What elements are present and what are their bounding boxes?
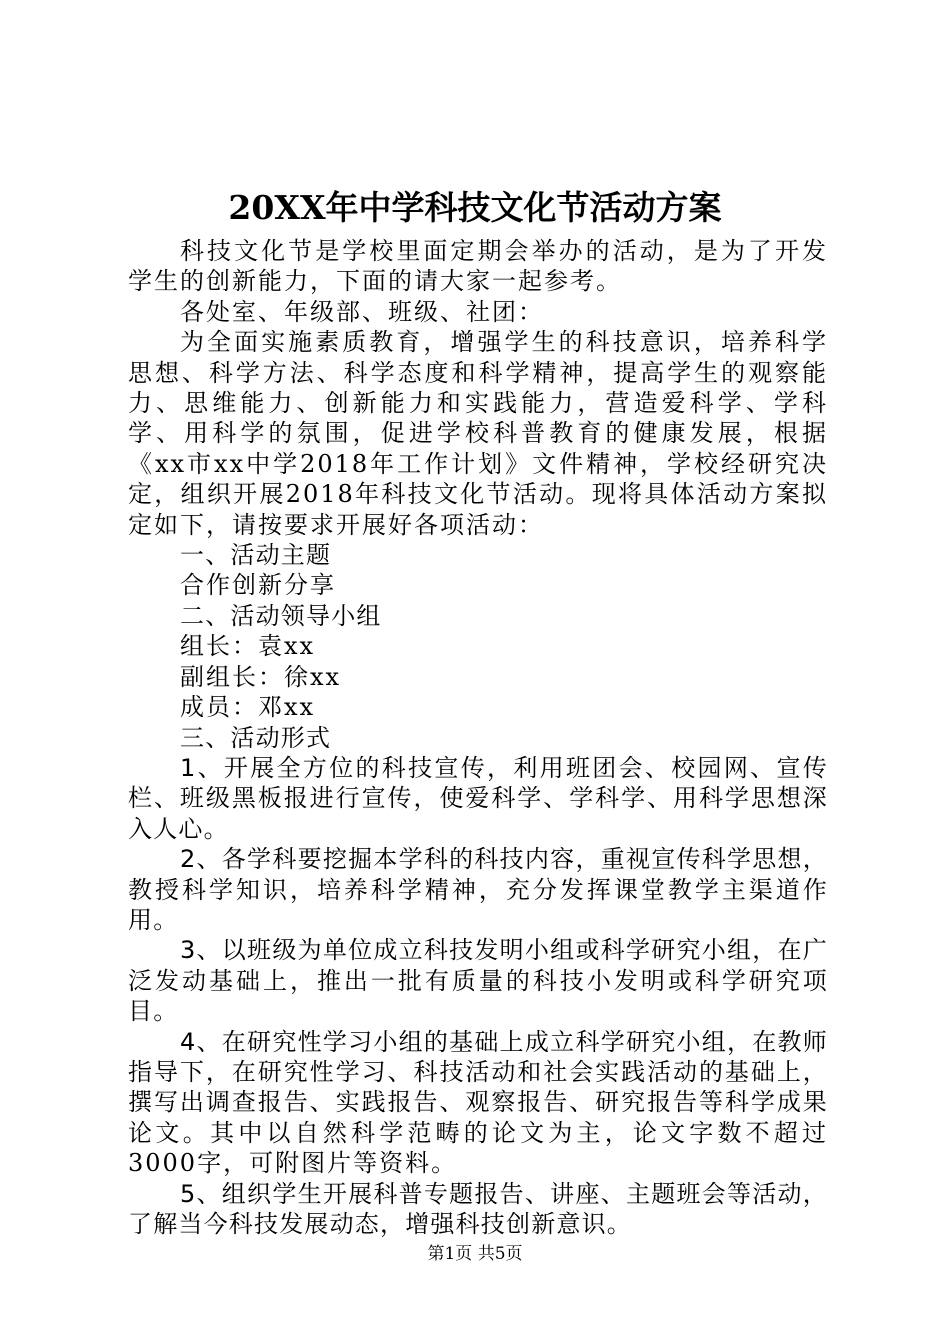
intro-paragraph: 科技文化节是学校里面定期会举办的活动，是为了开发学生的创新能力，下面的请大家一起参考。: [128, 237, 828, 296]
section-heading-leadership: 二、活动领导小组: [180, 601, 382, 630]
format-item-5: 5、组织学生开展科普专题报告、讲座、主题班会等活动，了解当今科技发展动态，增强科技创新意识。: [128, 1179, 828, 1238]
members-line: 成员：邓xx: [180, 693, 316, 722]
page-number-footer: 第1页 共5页: [427, 1244, 523, 1264]
purpose-paragraph: 为全面实施素质教育，增强学生的科技意识，培养科学思想、科学方法、科学态度和科学精神，提高学生的观察能力、思维能力、创新能力和实践能力，营造爱科学、学科学、用科学的氛围，促进学校科普教育的健康发展，根据《xx市xx中学2018年工作计划》文件精神，学校经研究决定，组织开展2018年科技文化节活动。现将具体活动方案拟定如下，请按要求开展好各项活动：: [128, 328, 828, 539]
format-item-4-main: 4、在研究性学习小组的基础上成立科学研究小组，在教师指导下，在研究性学习、科技活动和社会实践活动的基础上，撰写出调查报告、实践报告、观察报告、研究报告等科学成果论文。: [128, 1027, 828, 1147]
page-title: 20XX年中学科技文化节活动方案: [228, 188, 722, 227]
theme-content: 合作创新分享: [180, 571, 336, 600]
format-item-3: 3、以班级为单位成立科技发明小组或科学研究小组，在广泛发动基础上，推出一批有质量的科技小发明或科学研究项目。: [128, 936, 828, 1026]
section-heading-theme: 一、活动主题: [180, 541, 332, 570]
addressee-line: 各处室、年级部、班级、社团：: [180, 297, 544, 326]
format-item-4-note: 其中以自然科学范畴的论文为主，论文字数不超过3000字，可附图片等资料。: [128, 1118, 828, 1178]
deputy-leader-line: 副组长：徐xx: [180, 662, 342, 691]
leader-line: 组长：袁xx: [180, 632, 316, 661]
format-item-4: [128, 1027, 828, 1179]
document-body: [128, 236, 828, 1239]
section-heading-format: 三、活动形式: [180, 723, 332, 752]
format-item-1: 1、开展全方位的科技宣传，利用班团会、校园网、宣传栏、班级黑板报进行宣传，使爱科学、学科学、用科学思想深入人心。: [128, 753, 828, 843]
format-item-2: 2、各学科要挖掘本学科的科技内容，重视宣传科学思想，教授科学知识，培养科学精神，充分发挥课堂教学主渠道作用。: [128, 845, 828, 934]
